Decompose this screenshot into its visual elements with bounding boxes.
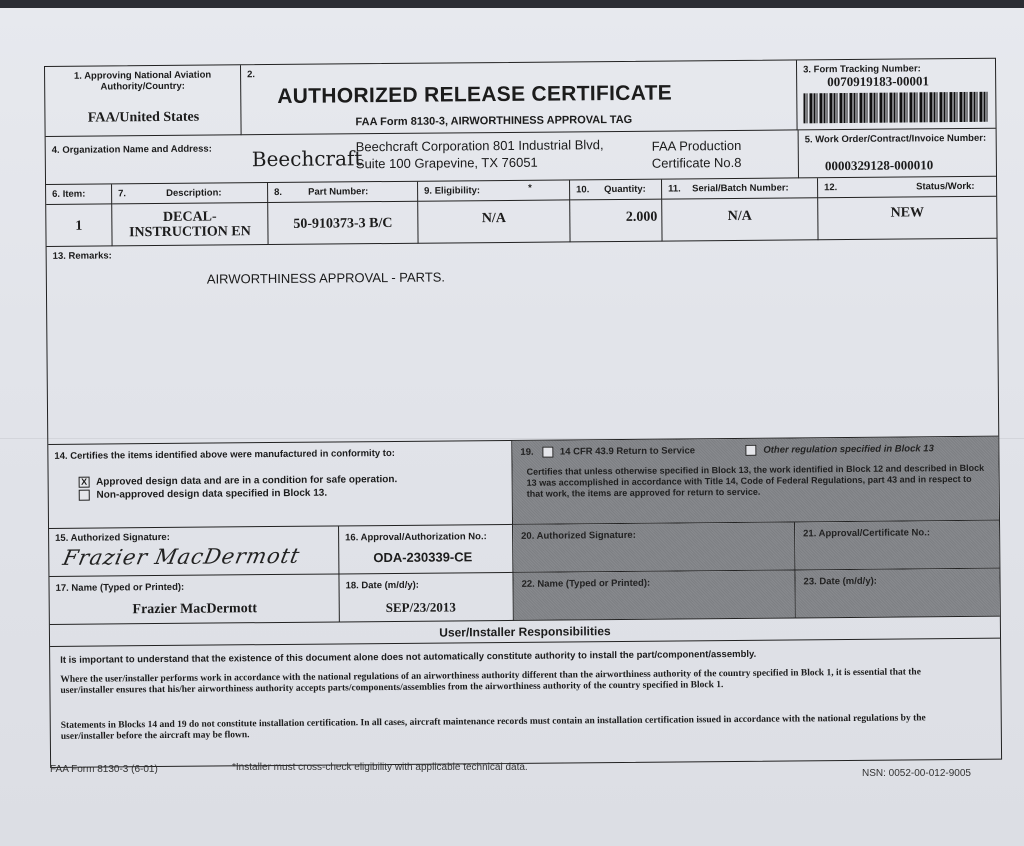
responsibilities-paragraph-2: Where the user/installer performs work in accordance with the national regulations of an airworthiness authority different than the airworthiness authority of the country specified in Block 1, it is essential that the user/installer ensures that his/her airworthiness authority accepts parts/components/assemblies from the airworthiness authority of the country specified in Block 1. <box>60 667 921 696</box>
description-cell <box>112 203 268 246</box>
header-status-label: Status/Work: <box>916 180 975 193</box>
part-number-cell <box>268 202 418 245</box>
part-number-value: 50-910373-3 B/C <box>293 215 393 232</box>
page-title: AUTHORIZED RELEASE CERTIFICATE <box>277 81 673 108</box>
nonapproved-option-label: Non-approved design data specified in Block 13. <box>96 487 328 501</box>
responsibilities-title: User/Installer Responsibilities <box>439 624 611 640</box>
header-description <box>112 183 268 204</box>
header-part-number <box>268 182 418 203</box>
block1-value: FAA/United States <box>87 109 200 126</box>
description-line-2: INSTRUCTION EN <box>129 224 251 241</box>
block15-signature <box>49 526 339 577</box>
beechcraft-logo: Beechcraft <box>251 146 363 172</box>
block14-option-nonapproved <box>79 488 327 501</box>
block4-label: 4. Organization Name and Address: <box>51 143 212 156</box>
block17-label: 17. Name (Typed or Printed): <box>55 581 185 594</box>
other-regulation-checkbox[interactable] <box>746 445 757 456</box>
other-regulation-label: Other regulation specified in Block 13 <box>763 443 934 456</box>
header-status <box>818 177 996 199</box>
description-value <box>112 209 267 240</box>
header-description-number: 7. <box>118 188 127 200</box>
form-identifier: FAA Form 8130-3 (6-01) <box>50 764 158 775</box>
paper-sheet <box>0 8 1024 846</box>
block18-date <box>339 573 513 623</box>
quantity-cell <box>570 200 662 243</box>
responsibilities-paragraph-1: It is important to understand that the existence of this document alone does not automatically constitute authority to install the part/component/assembly. <box>60 648 757 666</box>
production-certificate <box>652 137 742 172</box>
cfr-43-9-checkbox[interactable] <box>542 447 553 458</box>
header-description-label: Description: <box>166 187 222 199</box>
block14-conformity <box>48 441 513 529</box>
block18-label: 18. Date (m/d/y): <box>345 579 419 592</box>
nonapproved-checkbox[interactable] <box>79 490 90 501</box>
remarks-text: AIRWORTHINESS APPROVAL - PARTS. <box>206 269 446 287</box>
block22-name <box>513 570 795 620</box>
block23-label: 23. Date (m/d/y): <box>803 575 877 588</box>
block17-name <box>49 574 339 625</box>
block1-label: 1. Approving National Aviation Authority/Country: <box>73 69 212 93</box>
header-part-number-label: Part Number: <box>308 186 369 198</box>
status-value: NEW <box>890 205 925 221</box>
block1-authority <box>45 65 242 137</box>
block16-label: 16. Approval/Authorization No.: <box>345 531 487 544</box>
barcode-image <box>803 92 989 124</box>
item-number-cell <box>46 204 112 247</box>
quantity-value: 2.000 <box>625 209 658 225</box>
header-part-number-num: 8. <box>274 186 283 198</box>
block23-date <box>795 569 999 619</box>
header-quantity-label: Quantity: <box>604 183 646 196</box>
release-certificate-form <box>44 58 1002 768</box>
remarks-label: 13. Remarks: <box>52 250 112 262</box>
cfr-43-9-label: 14 CFR 43.9 Return to Service <box>559 445 696 458</box>
block3-label: 3. Form Tracking Number: <box>803 63 921 76</box>
form-subtitle: FAA Form 8130-3, AIRWORTHINESS APPROVAL TAG <box>355 113 633 129</box>
block4-organization <box>46 130 798 185</box>
status-cell <box>818 197 996 241</box>
eligibility-footnote: *Installer must cross-check eligibility with applicable technical data. <box>232 762 528 773</box>
header-status-num: 12. <box>824 182 838 194</box>
block15-label: 15. Authorized Signature: <box>55 531 170 544</box>
eligibility-value: N/A <box>481 210 506 227</box>
eligibility-cell <box>418 200 570 243</box>
tracking-number: 0070919183-00001 <box>827 73 930 90</box>
production-line-2: Certificate No.8 <box>651 154 742 171</box>
header-serial <box>662 178 818 199</box>
header-quantity <box>570 180 662 201</box>
block20-label: 20. Authorized Signature: <box>521 529 636 542</box>
block2-title <box>241 60 798 135</box>
handwritten-signature: Frazier MacDermott <box>60 543 303 570</box>
approved-option-label: Approved design data and are in a condition for safe operation. <box>96 474 398 488</box>
production-line-1: FAA Production <box>651 137 742 154</box>
block5-work-order <box>798 129 996 179</box>
block16-authorization <box>339 525 513 575</box>
block14-label: 14. Certifies the items identified above were manufactured in conformity to: <box>54 447 395 462</box>
header-eligibility <box>418 180 570 201</box>
header-quantity-num: 10. <box>576 184 590 196</box>
block21-certificate <box>795 521 999 571</box>
eligibility-asterisk: * <box>528 182 532 194</box>
printed-name: Frazier MacDermott <box>132 601 258 618</box>
serial-value: N/A <box>727 208 752 225</box>
block20-signature <box>513 522 795 572</box>
block21-label: 21. Approval/Certificate No.: <box>803 527 931 540</box>
block22-label: 22. Name (Typed or Printed): <box>521 577 651 590</box>
block19-options <box>520 443 934 458</box>
organization-address <box>356 136 604 172</box>
header-serial-num: 11. <box>668 183 681 195</box>
header-eligibility-label: 9. Eligibility: <box>424 185 481 197</box>
work-order-number: 0000329128-000010 <box>824 157 934 174</box>
header-serial-label: Serial/Batch Number: <box>692 182 789 195</box>
responsibilities-body <box>50 639 1001 767</box>
responsibilities-paragraph-3: Statements in Blocks 14 and 19 do not constitute installation certification. In all cases, aircraft maintenance records must contain an installation certification issued in accordance with the national regulations by the user/installer before the aircraft may be flown. <box>60 713 926 742</box>
header-item <box>46 184 112 205</box>
block14-option-approved <box>79 474 398 488</box>
block19-statement: Certifies that unless otherwise specified in Block 13, the work identified in Block 12 and described in Block 13 was accomplished in accordance with Title 14, Code of Federal Regulations, part 43 and in respect to that work, the items are approved for return to service. <box>526 462 985 499</box>
item-number-value: 1 <box>75 218 83 234</box>
signature-date: SEP/23/2013 <box>385 599 456 616</box>
header-item-label: 6. Item: <box>52 188 86 200</box>
block19-return-to-service <box>512 437 999 525</box>
address-line-1: Beechcraft Corporation 801 Industrial Blvd, <box>355 137 604 155</box>
block5-label: 5. Work Order/Contract/Invoice Number: <box>804 132 987 146</box>
address-line-2: Suite 100 Grapevine, TX 76051 <box>355 154 538 172</box>
block2-label: 2. <box>247 69 256 81</box>
description-line-1: DECAL- <box>162 209 217 225</box>
approved-checkbox[interactable]: X <box>79 477 90 488</box>
block3-tracking <box>797 59 996 131</box>
block19-number: 19. <box>520 446 534 458</box>
block13-remarks <box>47 239 999 445</box>
serial-cell <box>662 198 818 241</box>
nsn-number: NSN: 0052-00-012-9005 <box>862 768 971 779</box>
authorization-number: ODA-230339-CE <box>373 549 473 566</box>
